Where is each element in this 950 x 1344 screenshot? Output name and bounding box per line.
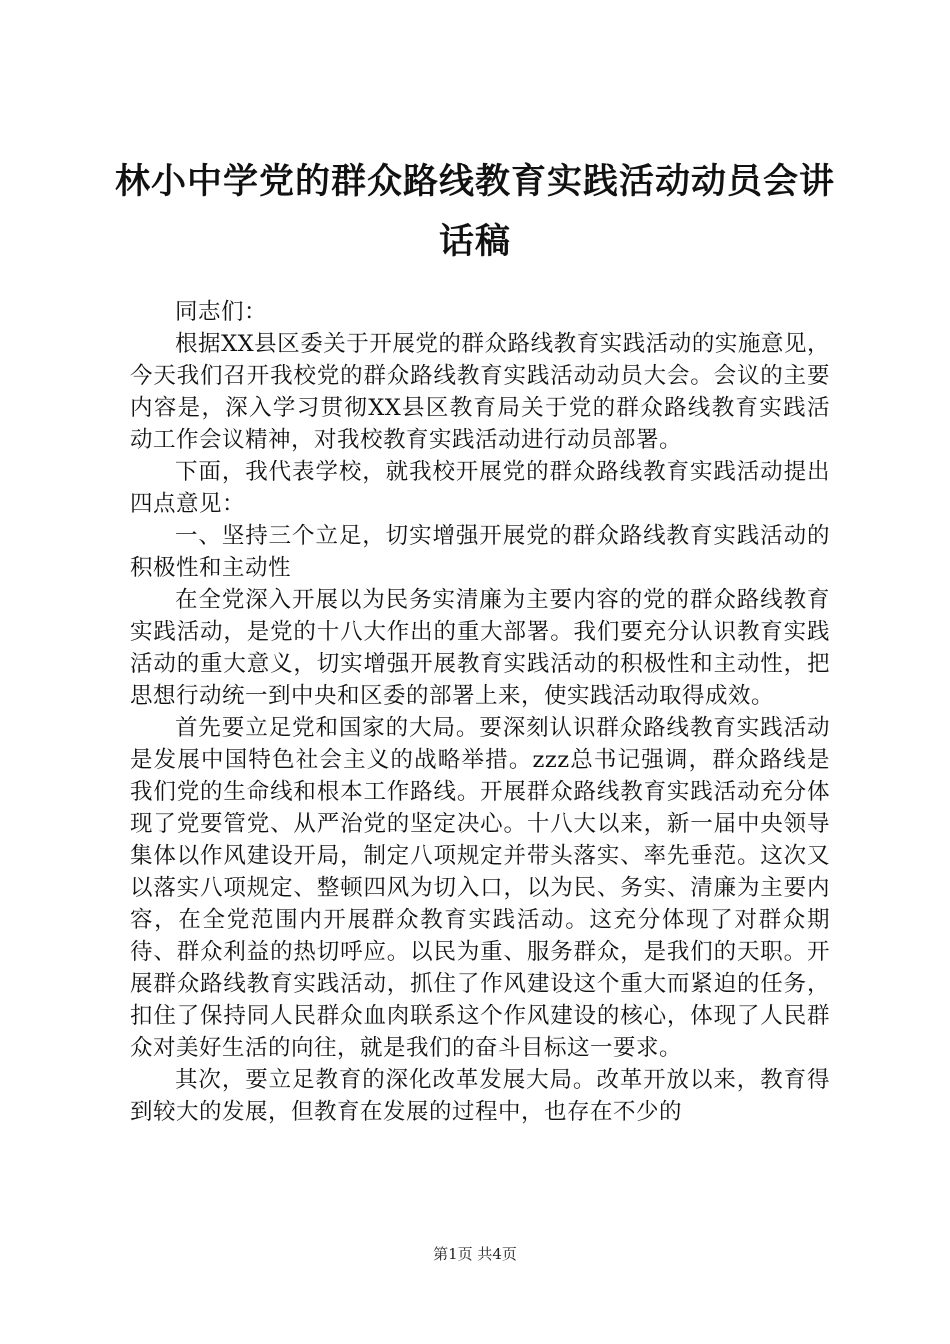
document-title-line-1: 林小中学党的群众路线教育实践活动动员会讲 [114,162,835,202]
paragraph: 下面，我代表学校，就我校开展党的群众路线教育实践活动提出四点意见： [130,459,830,517]
document-body [130,296,830,1128]
paragraph: 在全党深入开展以为民务实清廉为主要内容的党的群众路线教育实践活动，是党的十八大作出的重大部署。我们要充分认识教育实践活动的重大意义，切实增强开展教育实践活动的积极性和主动性，把思想行动统一到中央和区委的部署上来，使实践活动取得成效。 [130,587,830,709]
page-footer: 第1页 共4页 [433,1245,517,1263]
paragraph: 其次，要立足教育的深化改革发展大局。改革开放以来，教育得到较大的发展，但教育在发展的过程中，也存在不少的 [130,1067,830,1125]
document-title-line-2: 话稿 [438,222,511,262]
paragraph: 首先要立足党和国家的大局。要深刻认识群众路线教育实践活动是发展中国特色社会主义的战略举措。zzz总书记强调，群众路线是我们党的生命线和根本工作路线。开展群众路线教育实践活动充分体现了党要管党、从严治党的坚定决心。十八大以来，新一届中央领导集体以作风建设开局，制定八项规定并带头落实、率先垂范。这次又以落实八项规定、整顿四风为切入口，以为民、务实、清廉为主要内容，在全党范围内开展群众教育实践活动。这充分体现了对群众期待、群众利益的热切呼应。以民为重、服务群众，是我们的天职。开展群众路线教育实践活动，抓住了作风建设这个重大而紧迫的任务，扣住了保持同人民群众血肉联系这个作风建设的核心，体现了人民群众对美好生活的向往，就是我们的奋斗目标这一要求。 [130,715,830,1061]
salutation: 同志们： [175,299,268,325]
paragraph: 根据XX县区委关于开展党的群众路线教育实践活动的实施意见，今天我们召开我校党的群众路线教育实践活动动员大会。会议的主要内容是，深入学习贯彻XX县区教育局关于党的群众路线教育实践活动工作会议精神，对我校教育实践活动进行动员部署。 [130,331,830,453]
section-heading: 一、坚持三个立足，切实增强开展党的群众路线教育实践活动的积极性和主动性 [130,523,830,581]
